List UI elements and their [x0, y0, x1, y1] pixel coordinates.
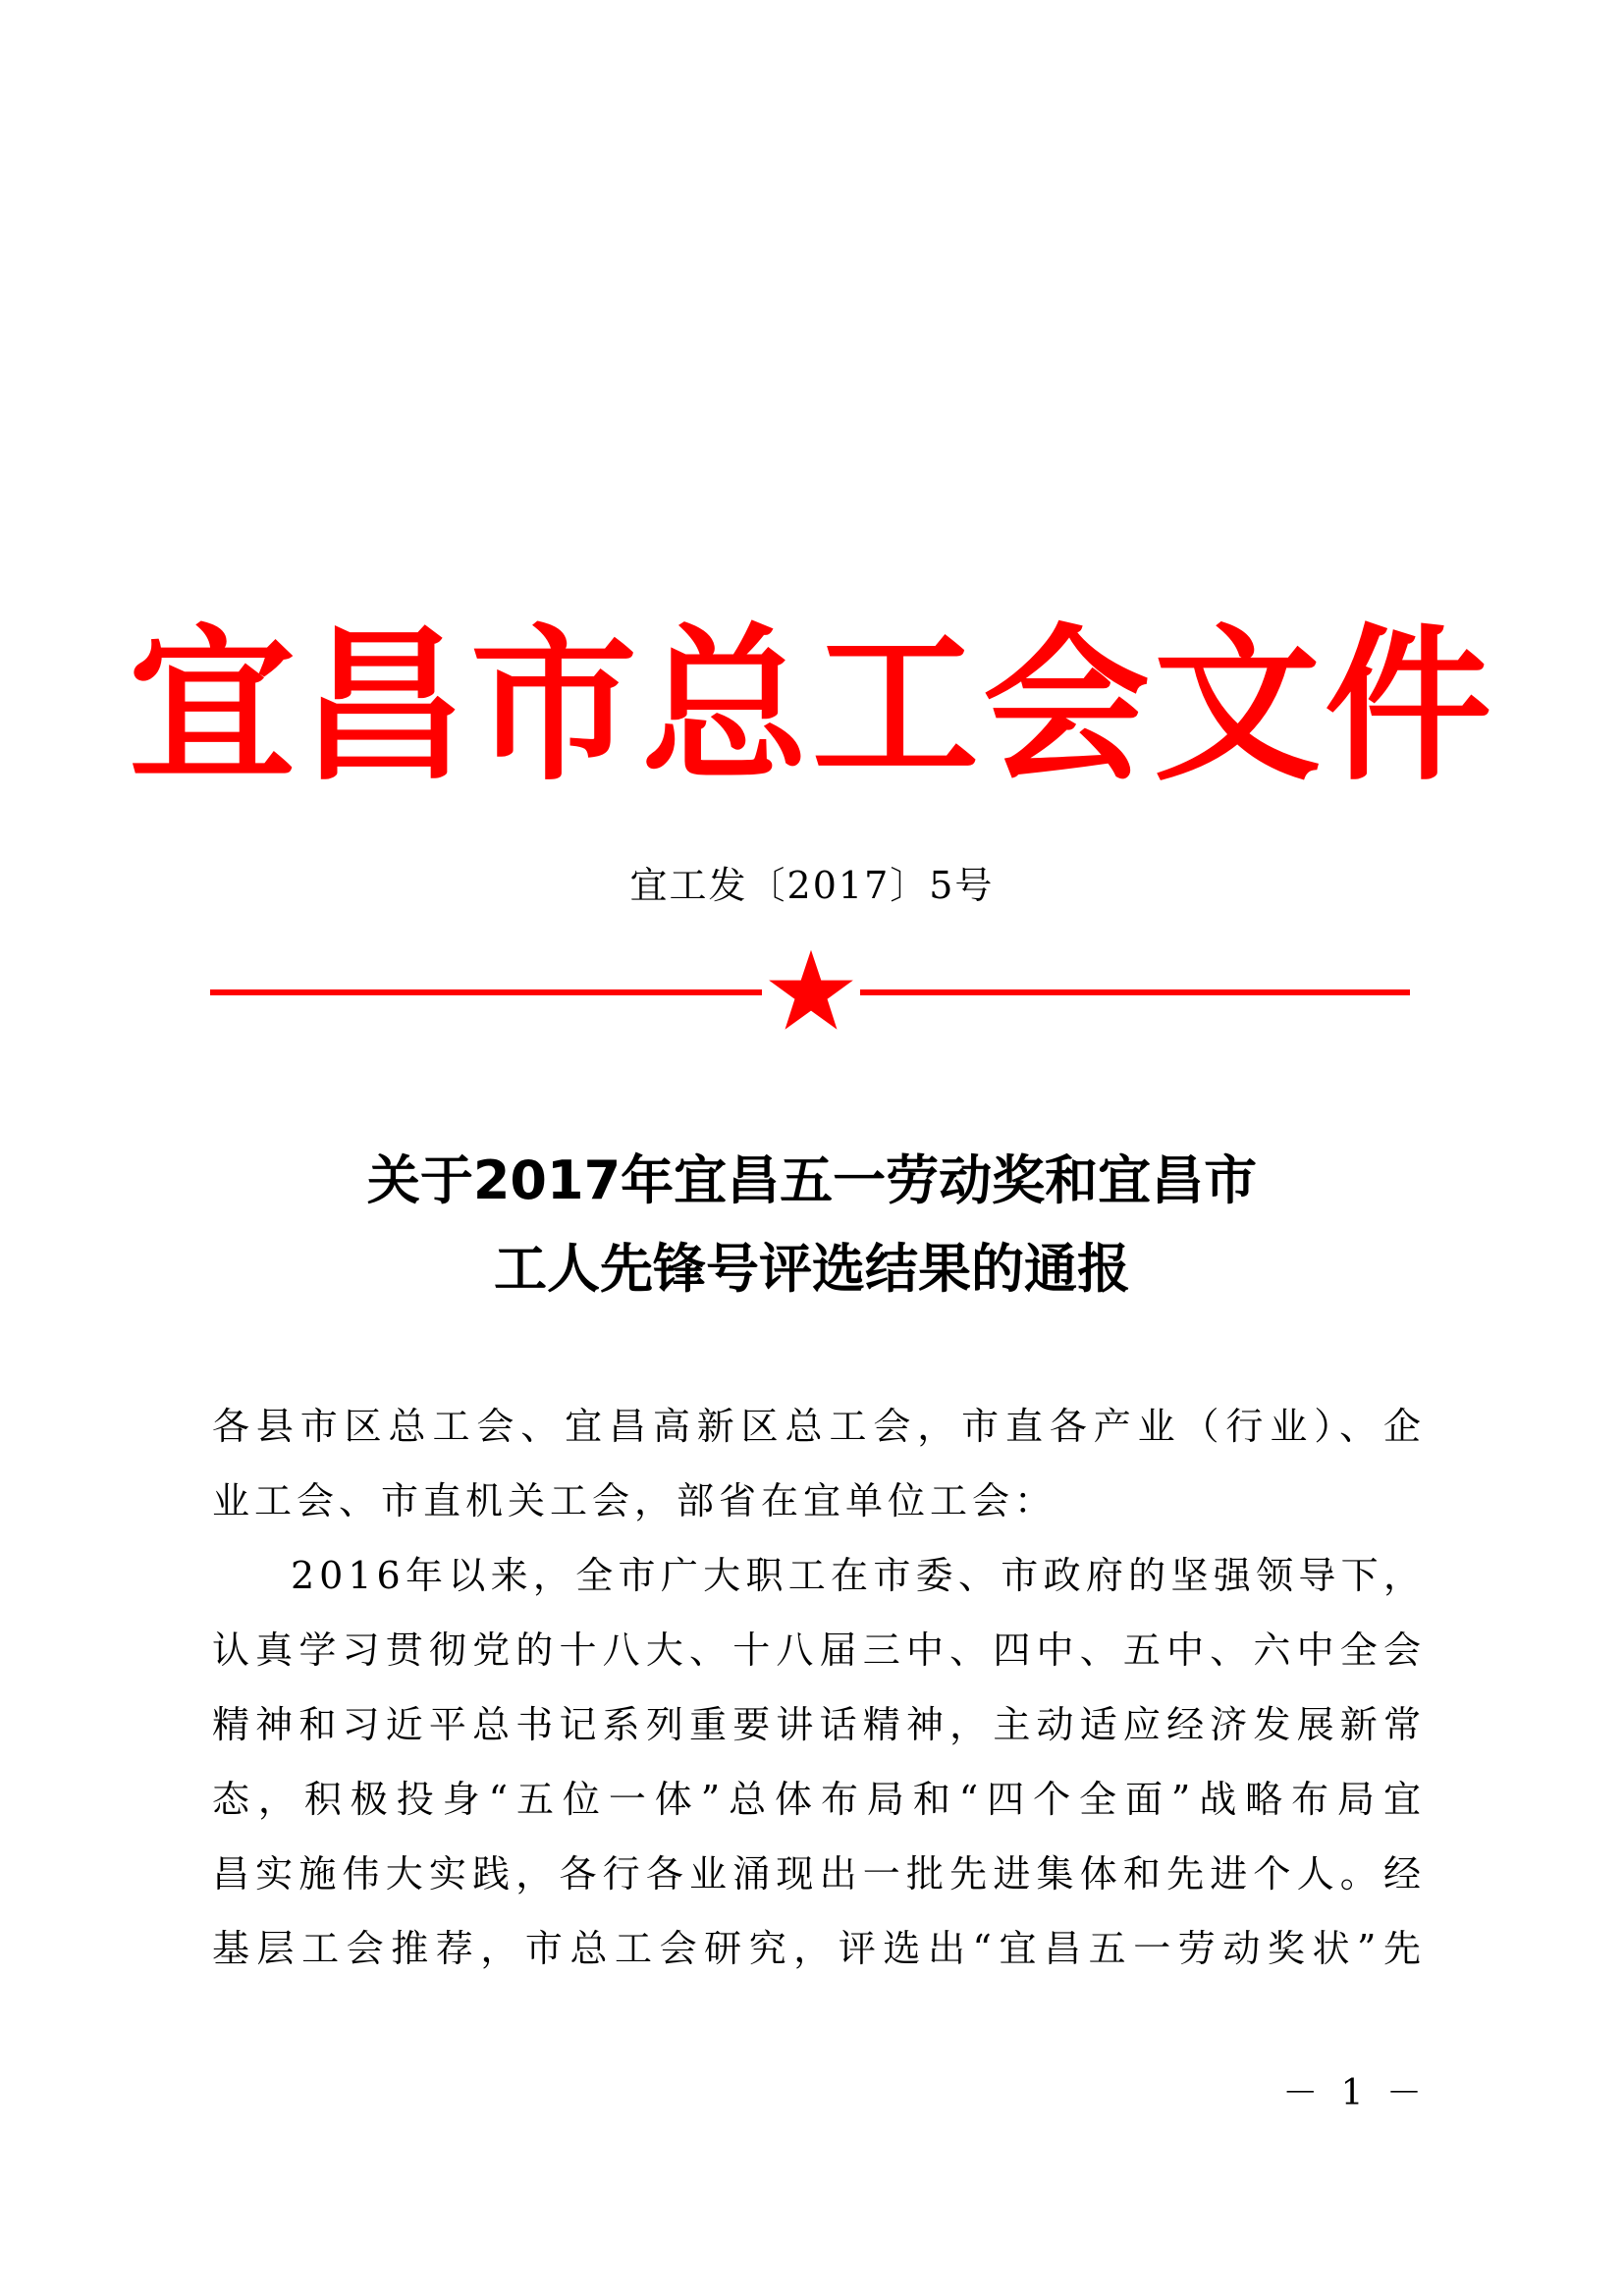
- paragraph-line-5: 昌实施伟大实践，各行各业涌现出一批先进集体和先进个人。经: [212, 1852, 1426, 1896]
- page-number: － 1 －: [1282, 2073, 1428, 2113]
- document-number: 宜工发〔2017〕5号: [629, 864, 995, 907]
- paragraph-line-4: 态，积极投身“五位一体”总体布局和“四个全面”战略布局宜: [212, 1778, 1426, 1821]
- salutation-line-2: 业工会、市直机关工会，部省在宜单位工会：: [212, 1479, 1057, 1522]
- paragraph-line-3: 精神和习近平总书记系列重要讲话精神，主动适应经济发展新常: [212, 1703, 1426, 1746]
- paragraph-line-2: 认真学习贯彻党的十八大、十八届三中、四中、五中、六中全会: [212, 1629, 1426, 1672]
- title-line-2: 工人先锋号评选结果的通报: [494, 1238, 1130, 1300]
- red-divider-right: [860, 989, 1410, 995]
- star-icon: [766, 947, 856, 1038]
- paragraph-line-1: 2016年以来，全市广大职工在市委、市政府的坚强领导下，: [291, 1554, 1426, 1597]
- document-body: [212, 1389, 1426, 1986]
- title-line-1: 关于2017年宜昌五一劳动奖和宜昌市: [366, 1149, 1258, 1211]
- masthead-title: 宜昌市总工会文件: [128, 610, 1495, 804]
- red-divider-left: [210, 989, 762, 995]
- paragraph-line-6: 基层工会推荐，市总工会研究，评选出“宜昌五一劳动奖状”先: [212, 1927, 1426, 1970]
- salutation-line-1: 各县市区总工会、宜昌高新区总工会，市直各产业（行业）、企: [212, 1405, 1426, 1448]
- document-title: [0, 1137, 1624, 1313]
